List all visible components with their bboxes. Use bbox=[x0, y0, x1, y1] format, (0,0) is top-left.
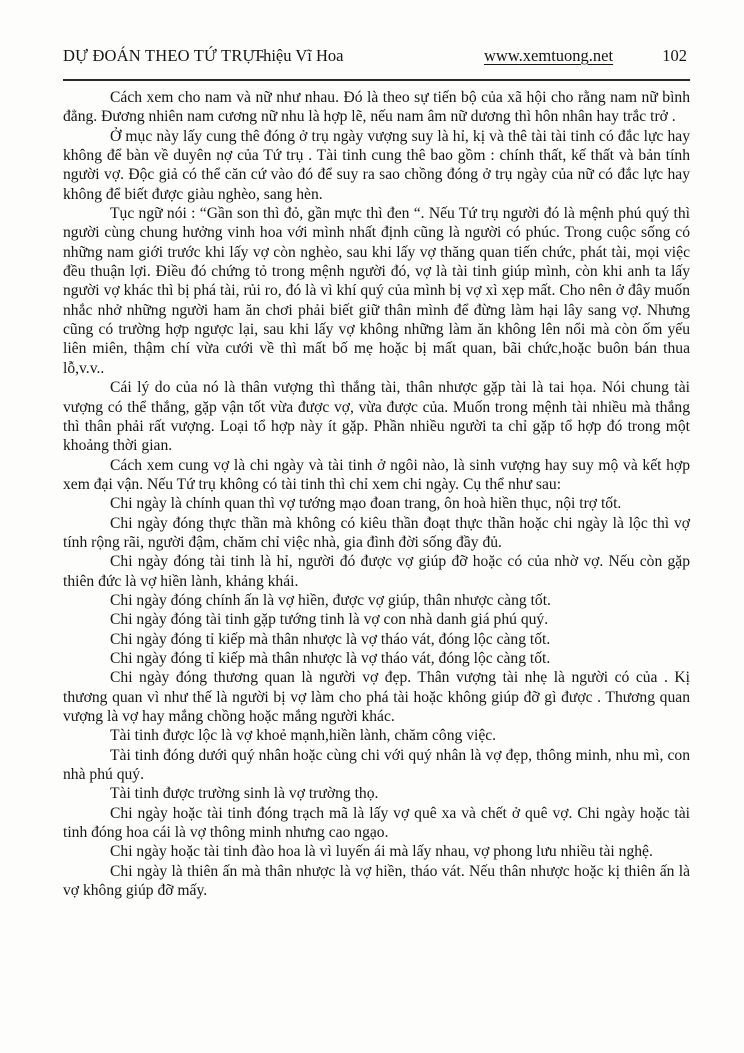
paragraph: Chi ngày là chính quan thì vợ tướng mạo đoan trang, ôn hoà hiền thục, nội trợ tốt. bbox=[110, 495, 622, 513]
paragraph: Cái lý do của nó là thân vượng thì thắng tài, thân nhược gặp tài là tai họa. Nói chung tài vượng có thể thắng, gặp vận tốt vừa được vợ, vừa được của. Muốn trong mệnh tài nhiều mà thắng thì thân phải rất vượng. Loại tổ hợp này ít gặp. Phần nhiều người ta chỉ gặp tổ hợp đó trong một khoảng thời gian. bbox=[63, 379, 690, 455]
author-name: Thiệu Vĩ Hoa bbox=[253, 46, 344, 65]
paragraph: Chi ngày hoặc tài tinh đóng trạch mã là lấy vợ quê xa và chết ở quê vợ. Chi ngày hoặc tài tinh đóng hoa cái là vợ thông minh nhưng cao ngạo. bbox=[63, 804, 690, 842]
page-header bbox=[0, 46, 744, 70]
paragraph: Chi ngày đóng thực thần mà không có kiêu thần đoạt thực thần hoặc chi ngày là lộc thì vợ tính rộng rãi, người đậm, chăm chỉ việc nhà, gia đình đời sống đầy đủ. bbox=[63, 514, 690, 551]
paragraph: Chi ngày đóng tỉ kiếp mà thân nhược là vợ tháo vát, đóng lộc càng tốt. bbox=[110, 630, 551, 648]
document-body bbox=[63, 88, 690, 900]
paragraph: Tài tinh đóng dưới quý nhân hoặc cùng chi với quý nhân là vợ đẹp, thông minh, nhu mì, con nhà phú quý. bbox=[63, 746, 690, 784]
page-number: 102 bbox=[662, 46, 687, 65]
paragraph: Chi ngày hoặc tài tinh đào hoa là vì luyến ái mà lấy nhau, vợ phong lưu nhiều tài nghệ. bbox=[110, 843, 653, 861]
paragraph: Chi ngày đóng tỉ kiếp mà thân nhược là vợ tháo vát, đóng lộc càng tốt. bbox=[110, 649, 551, 667]
paragraph: Chi ngày đóng chính ấn là vợ hiền, được vợ giúp, thân nhược càng tốt. bbox=[110, 591, 551, 609]
paragraph: Tài tinh được lộc là vợ khoẻ mạnh,hiền lành, chăm công việc. bbox=[110, 727, 497, 745]
header-divider bbox=[63, 79, 690, 81]
paragraph: Cách xem cung vợ là chi ngày và tài tinh ở ngôi nào, là sinh vượng hay suy mộ và kết hợp xem đại vận. Nếu Tứ trụ không có tài tinh thì chỉ xem chi ngày. Cụ thể như sau: bbox=[63, 456, 690, 493]
paragraph: Chi ngày đóng tài tinh gặp tướng tinh là vợ con nhà danh giá phú quý. bbox=[110, 611, 549, 629]
paragraph: Tài tinh được trường sinh là vợ trường thọ. bbox=[110, 785, 379, 803]
paragraph: Chi ngày là thiên ấn mà thân nhược là vợ hiền, tháo vát. Nếu thân nhược hoặc kị thiên ấn là vợ không giúp đỡ mấy. bbox=[63, 862, 690, 900]
paragraph: Chi ngày đóng thương quan là người vợ đẹp. Thân vượng tài nhẹ là người có của . Kị thương quan vì như thế là người bị vợ làm cho phá tài hoặc không giúp đỡ gì được . Thương quan vượng là vợ hay mắng chồng hoặc mắng người khác. bbox=[63, 669, 690, 725]
paragraph: Chi ngày đóng tài tinh là hỉ, người đó được vợ giúp đỡ hoặc có của nhờ vợ. Nếu còn gặp thiên đức là vợ hiền lành, khảng khái. bbox=[63, 553, 690, 590]
paragraph: Tục ngữ nói : “Gần son thì đỏ, gần mực thì đen “. Nếu Tứ trụ người đó là mệnh phú quý thì người cùng chung hưởng vinh hoa với mình nhất định cũng là người có phúc. Trong cuộc sống có những nam giới trước khi lấy vợ còn nghèo, sau khi lấy vợ thăng quan tiến chức, phát tài, mọi việc đều thuận lợi. Điều đó chứng tỏ trong mệnh người đó, vợ là tài tinh giúp mình, còn khi anh ta lấy người vợ khác thì bị phá tài, rủi ro, đó là vì khí quý của mình bị vợ xì xẹp mất. Cho nên ở đây muốn nhắc nhở những người ham ăn chơi phải biết giữ thân mình để đừng làm hại lây sang vợ. Nhưng cũng có trường hợp ngược lại, sau khi lấy vợ không những làm ăn không lên nổi mà còn ốm yếu liên miên, thậm chí vừa cưới về thì mất bố mẹ hoặc bị mất quan, bãi chức,hoặc buôn bán thua lỗ,v.v.. bbox=[63, 205, 690, 377]
paragraph: Cách xem cho nam và nữ như nhau. Đó là theo sự tiến bộ của xã hội cho rằng nam nữ bình đẳng. Đương nhiên nam cương nữ nhu là hợp lẽ, nếu nam âm nữ dương thì hôn nhân hay trắc trở . bbox=[63, 89, 690, 126]
website-link[interactable]: www.xemtuong.net bbox=[484, 46, 614, 65]
book-title: DỰ ĐOÁN THEO TỨ TRỤ - bbox=[63, 46, 265, 65]
paragraph: Ở mục này lấy cung thê đóng ở trụ ngày vượng suy là hỉ, kị và thê tài tài tinh có đắc lực hay không để bàn về duyên nợ của Tứ trụ . Tài tinh cung thê bao gồm : chính thất, kế thất và bản tính người vợ. Độc giả có thể căn cứ vào đó để suy ra sao chồng đóng ở trụ ngày của nữ có đắc lực hay không để biết được giàu nghèo, sang hèn. bbox=[63, 127, 690, 203]
